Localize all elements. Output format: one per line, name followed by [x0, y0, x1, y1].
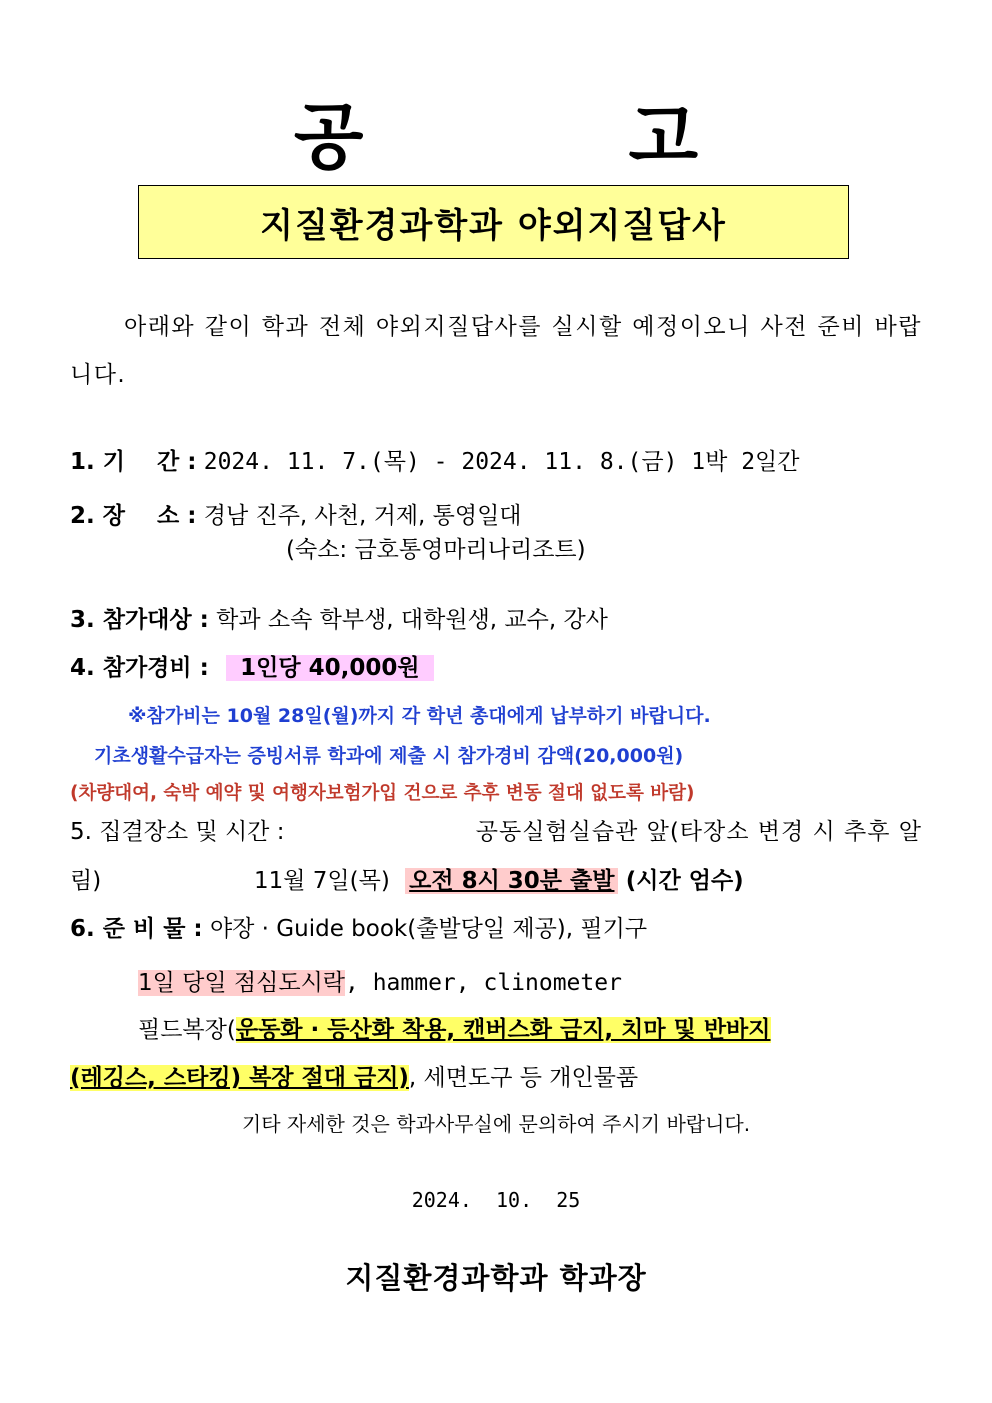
prep-line4	[70, 1062, 638, 1094]
target-row	[70, 604, 608, 636]
prep-value2: , hammer, clinometer	[345, 970, 622, 996]
fee-note-discount: 기초생활수급자는 증빙서류 학과에 제출 시 참가경비 감액(20,000원)	[94, 745, 684, 767]
prep-line2	[138, 967, 622, 999]
subject-title: 지질환경과학과 야외지질답사	[260, 205, 727, 246]
meet-strict: (시간 엄수)	[625, 868, 744, 894]
fee-row	[70, 652, 434, 684]
fee-label: 4. 참가경비 :	[70, 655, 209, 681]
prep-value3: , 세면도구 등 개인물품	[408, 1065, 639, 1091]
page-title: 공 고	[293, 95, 819, 179]
place-label: 2. 장 소 :	[70, 503, 197, 529]
prep-line3	[138, 1014, 771, 1046]
place-lodging: (숙소: 금호통영마리나리조트)	[286, 537, 586, 563]
period-label: 1. 기 간 :	[70, 449, 197, 475]
prep-warning1: 운동화 · 등산화 착용, 캔버스화 금지, 치마 및 반바지	[235, 1017, 771, 1043]
subject-box	[138, 185, 849, 259]
place-row	[70, 500, 522, 532]
meet-row	[70, 816, 922, 848]
fee-note-deadline: ※참가비는 10월 28일(월)까지 각 학년 총대에게 납부하기 바랍니다.	[128, 705, 711, 727]
meet-label: 5. 집결장소 및 시간 :	[70, 819, 285, 845]
prep-row	[70, 913, 647, 945]
meet-time-row	[254, 865, 744, 897]
meet-value: 공동실험실습관 앞(타장소 변경 시 추후 알	[475, 819, 922, 845]
period-value: 2024. 11. 7.(목) - 2024. 11. 8.(금) 1박 2일간	[203, 449, 800, 475]
fee-note-warning: (차량대여, 숙박 예약 및 여행자보험가입 건으로 추후 변동 절대 없도록 바람)	[70, 783, 695, 804]
prep-warning2: (레깅스, 스타킹) 복장 절대 금지)	[70, 1065, 409, 1091]
meet-time: 오전 8시 30분 출발	[405, 868, 618, 894]
meet-value-cont: 림)	[70, 868, 102, 894]
target-value: 학과 소속 학부생, 대학원생, 교수, 강사	[216, 607, 608, 633]
notice-date: 2024. 10. 25	[411, 1188, 581, 1212]
prep-value1: 야장 · Guide book(출발당일 제공), 필기구	[209, 916, 648, 942]
period-row	[70, 446, 799, 478]
target-label: 3. 참가대상 :	[70, 607, 209, 633]
prep-clothes: 필드복장(	[138, 1017, 236, 1043]
intro-paragraph: 아래와 같이 학과 전체 야외지질답사를 실시할 예정이오니 사전 준비 바랍니다.	[70, 314, 922, 388]
place-value: 경남 진주, 사천, 거제, 통영일대	[203, 503, 522, 529]
prep-lunch: 1일 당일 점심도시락	[138, 970, 345, 996]
closing-text: 기타 자세한 것은 학과사무실에 문의하여 주시기 바랍니다.	[241, 1112, 751, 1136]
meet-date: 11월 7일(목)	[254, 868, 390, 894]
signature: 지질환경과학과 학과장	[345, 1261, 647, 1295]
prep-label: 6. 준 비 물 :	[70, 916, 203, 942]
fee-value: 1인당 40,000원	[226, 655, 433, 681]
